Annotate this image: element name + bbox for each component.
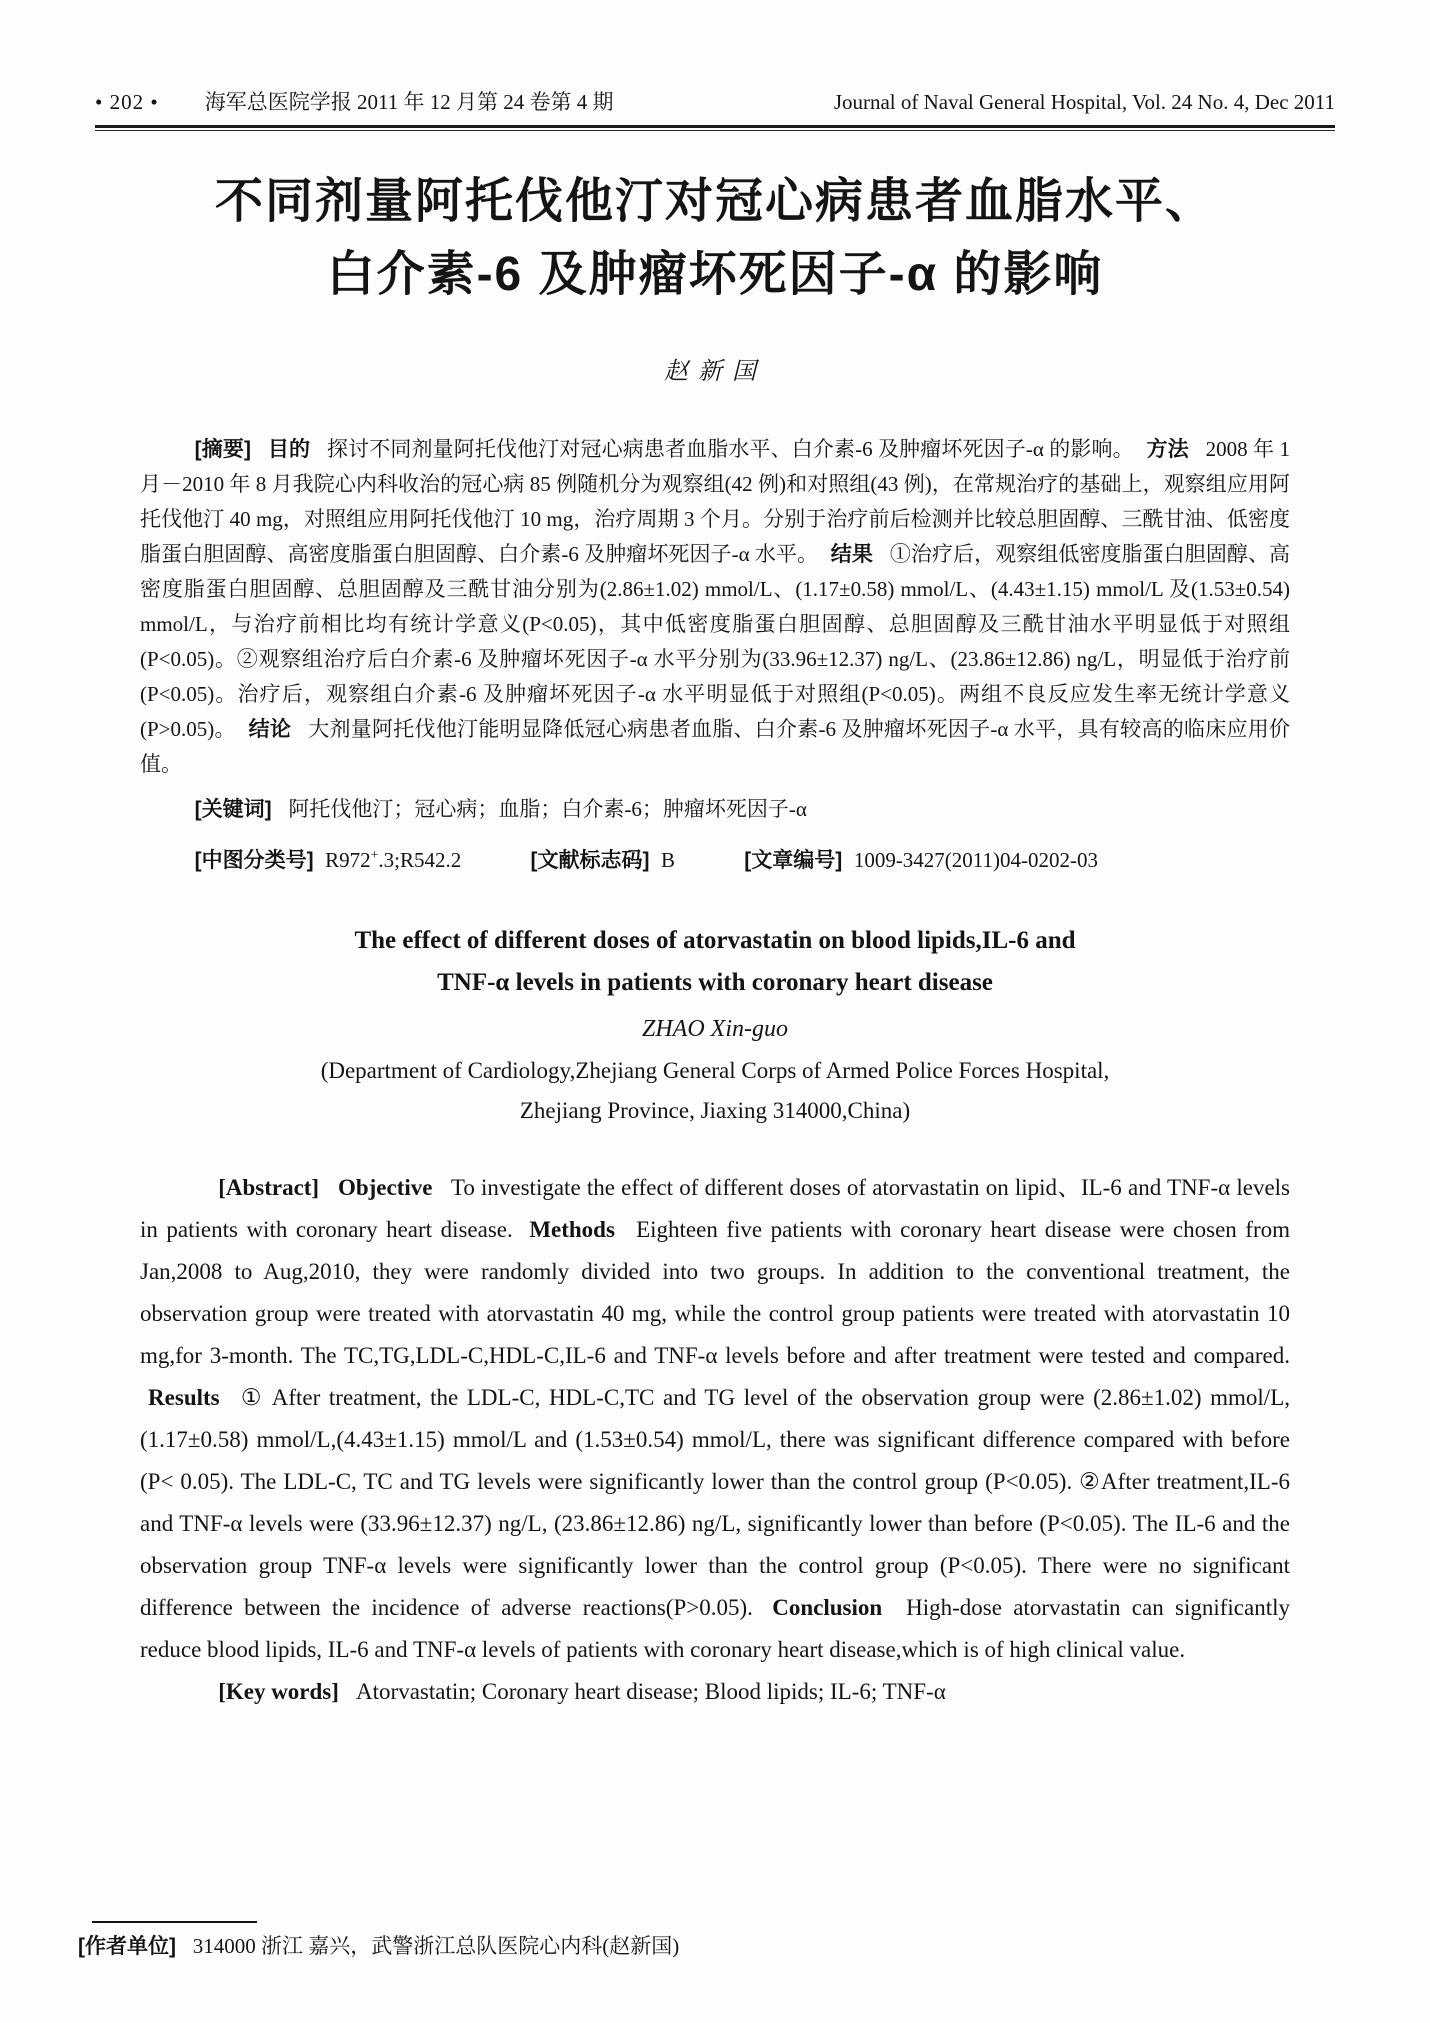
objective-en-label: Objective (337, 1175, 433, 1200)
methods-en-text: Eighteen five patients with coronary heart disease were chosen from Jan,2008 to Aug,2010, they were randomly divided into two groups. In addition to the conventional treatment, the observation group were treated with atorvastatin 40 mg, while the control group patients were treated with atorvastatin 10 mg,for 3-month. The TC,TG,LDL-C,HDL-C,IL-6 and TNF-α levels before and after treatment were tested and compared. (140, 1217, 1291, 1368)
keywords-cn-label: [关键词] (194, 798, 272, 821)
clc-label: [中图分类号] (194, 849, 314, 872)
article-title-en (95, 920, 1335, 1004)
keywords-en (140, 1671, 1290, 1713)
journal-title-en: Journal of Naval General Hospital, Vol. 24 No. 4, Dec 2011 (833, 90, 1335, 114)
objective-cn-label: 目的 (267, 438, 311, 461)
conclusion-en-text: High-dose atorvastatin can significantly reduce blood lipids, IL-6 and TNF-α levels of patients with coronary heart disease,which is of high clinical value. (140, 1595, 1291, 1662)
abstract-en-label: [Abstract] (218, 1175, 320, 1200)
conclusion-cn-text: 大剂量阿托伐他汀能明显降低冠心病患者血脂、白介素-6 及肿瘤坏死因子-α 水平，具有较高的临床应用价值。 (140, 717, 1291, 776)
methods-cn-label: 方法 (1146, 438, 1189, 461)
running-head (95, 0, 1335, 116)
author-affiliation-label: [作者单位] (78, 1935, 176, 1958)
journal-title-cn: 海军总医院学报 2011 年 12 月第 24 卷第 4 期 (204, 90, 614, 114)
results-en-text: ① After treatment, the LDL-C, HDL-C,TC and TG level of the observation group were (2.86±1.02) mmol/L,(1.17±0.58) mmol/L,(4.43±1.15) mmol/L and (1.53±0.54) mmol/L, there was significant difference compared with before (P< 0.05). The LDL-C, TC and TG levels were significantly lower than the control group (P<0.05). ②After treatment,IL-6 and TNF-α levels were (33.96±12.37) ng/L, (23.86±12.86) ng/L, significantly lower than before (P<0.05). The IL-6 and the observation group TNF-α levels were significantly lower than the control group (P<0.05). There were no significant difference between the incidence of adverse reactions(P>0.05). (140, 1385, 1290, 1620)
author-affiliation-text: 314000 浙江 嘉兴，武警浙江总队医院心内科(赵新国) (192, 1934, 680, 1958)
objective-en-text: To investigate the effect of different doses of atorvastatin on lipid、IL-6 and TNF-α levels in patients with coronary heart disease. (140, 1175, 1290, 1242)
article-title-en-line2: TNF-α levels in patients with coronary heart disease (437, 969, 993, 996)
clc-value-rest: .3;R542.2 (378, 848, 462, 872)
article-title-en-line1: The effect of different doses of atorvastatin on blood lipids,IL-6 and (354, 927, 1076, 954)
header-rule (95, 125, 1335, 131)
author-affiliation-footnote (78, 1930, 679, 1960)
methods-cn-text: 2008 年 1 月－2010 年 8 月我院心内科收治的冠心病 85 例随机分为观察组(42 例)和对照组(43 例)，在常规治疗的基础上，观察组应用阿托伐他汀 40 mg，对照组应用阿托伐他汀 10 mg，治疗周期 3 个月。分别于治疗前后检测并比较总胆固醇、三酰甘油、低密度脂蛋白胆固醇、高密度脂蛋白胆固醇、白介素-6 及肿瘤坏死因子-α 水平。 (140, 437, 1290, 566)
document-code (530, 848, 680, 872)
results-cn-text: ①治疗后，观察组低密度脂蛋白胆固醇、高密度脂蛋白胆固醇、总胆固醇及三酰甘油分别为(2.86±1.02) mmol/L、(1.17±0.58) mmol/L、(4.43±1.15) mmol/L 及(1.53±0.54) mmol/L，与治疗前相比均有统计学意义(P<0.05)，其中低密度脂蛋白胆固醇、总胆固醇及三酰甘油水平明显低于对照组(P<0.05)。②观察组治疗后白介素-6 及肿瘤坏死因子-α 水平分别为(33.96±12.37) ng/L、(23.86±12.86) ng/L，明显低于治疗前(P<0.05)。治疗后，观察组白介素-6 及肿瘤坏死因子-α 水平明显低于对照组(P<0.05)。两组不良反应发生率无统计学意义(P>0.05)。 (140, 542, 1291, 741)
article-title-cn-line1: 不同剂量阿托伐他汀对冠心病患者血脂水平、 (214, 175, 1215, 228)
article-id (744, 848, 1098, 872)
affiliation-en-line2: Zhejiang Province, Jiaxing 314000,China) (519, 1098, 911, 1123)
objective-cn-text: 探讨不同剂量阿托伐他汀对冠心病患者血脂水平、白介素-6 及肿瘤坏死因子-α 的影响。 (327, 437, 1134, 461)
clc-value-base: R972 (325, 848, 371, 872)
keywords-en-text: Atorvastatin; Coronary heart disease; Blood lipids; IL-6; TNF-α (356, 1679, 946, 1704)
results-en-label: Results (148, 1385, 220, 1410)
keywords-cn (140, 792, 1290, 827)
conclusion-en-label: Conclusion (772, 1595, 883, 1620)
clc-number (195, 848, 467, 872)
abstract-en (140, 1167, 1290, 1671)
conclusion-cn-label: 结论 (248, 718, 292, 741)
keywords-en-label: [Key words] (218, 1679, 339, 1704)
keywords-cn-text: 阿托伐他汀；冠心病；血脂；白介素-6；肿瘤坏死因子-α (288, 797, 807, 821)
document-code-label: [文献标志码] (530, 849, 650, 872)
article-id-label: [文章编号] (744, 849, 843, 872)
page-number: • 202 • (95, 90, 159, 114)
abstract-cn (140, 432, 1290, 782)
footnote-rule (92, 1921, 257, 1923)
article-title-cn-line2: 白介素-6 及肿瘤坏死因子-α 的影响 (326, 248, 1104, 301)
document-code-value: B (661, 848, 676, 872)
clc-superscript: + (370, 847, 379, 862)
article-title-cn (95, 165, 1335, 311)
abstract-cn-label: [摘要] (194, 438, 251, 461)
affiliation-en (95, 1051, 1335, 1131)
affiliation-en-line1: (Department of Cardiology,Zhejiang General Corps of Armed Police Forces Hospital, (320, 1058, 1110, 1083)
article-id-value: 1009-3427(2011)04-0202-03 (853, 848, 1098, 872)
author-cn: 赵新国 (664, 359, 766, 385)
classification-line (140, 837, 1290, 878)
methods-en-label: Methods (529, 1217, 615, 1242)
author-en: ZHAO Xin-guo (642, 1016, 788, 1042)
results-cn-label: 结果 (830, 543, 873, 566)
